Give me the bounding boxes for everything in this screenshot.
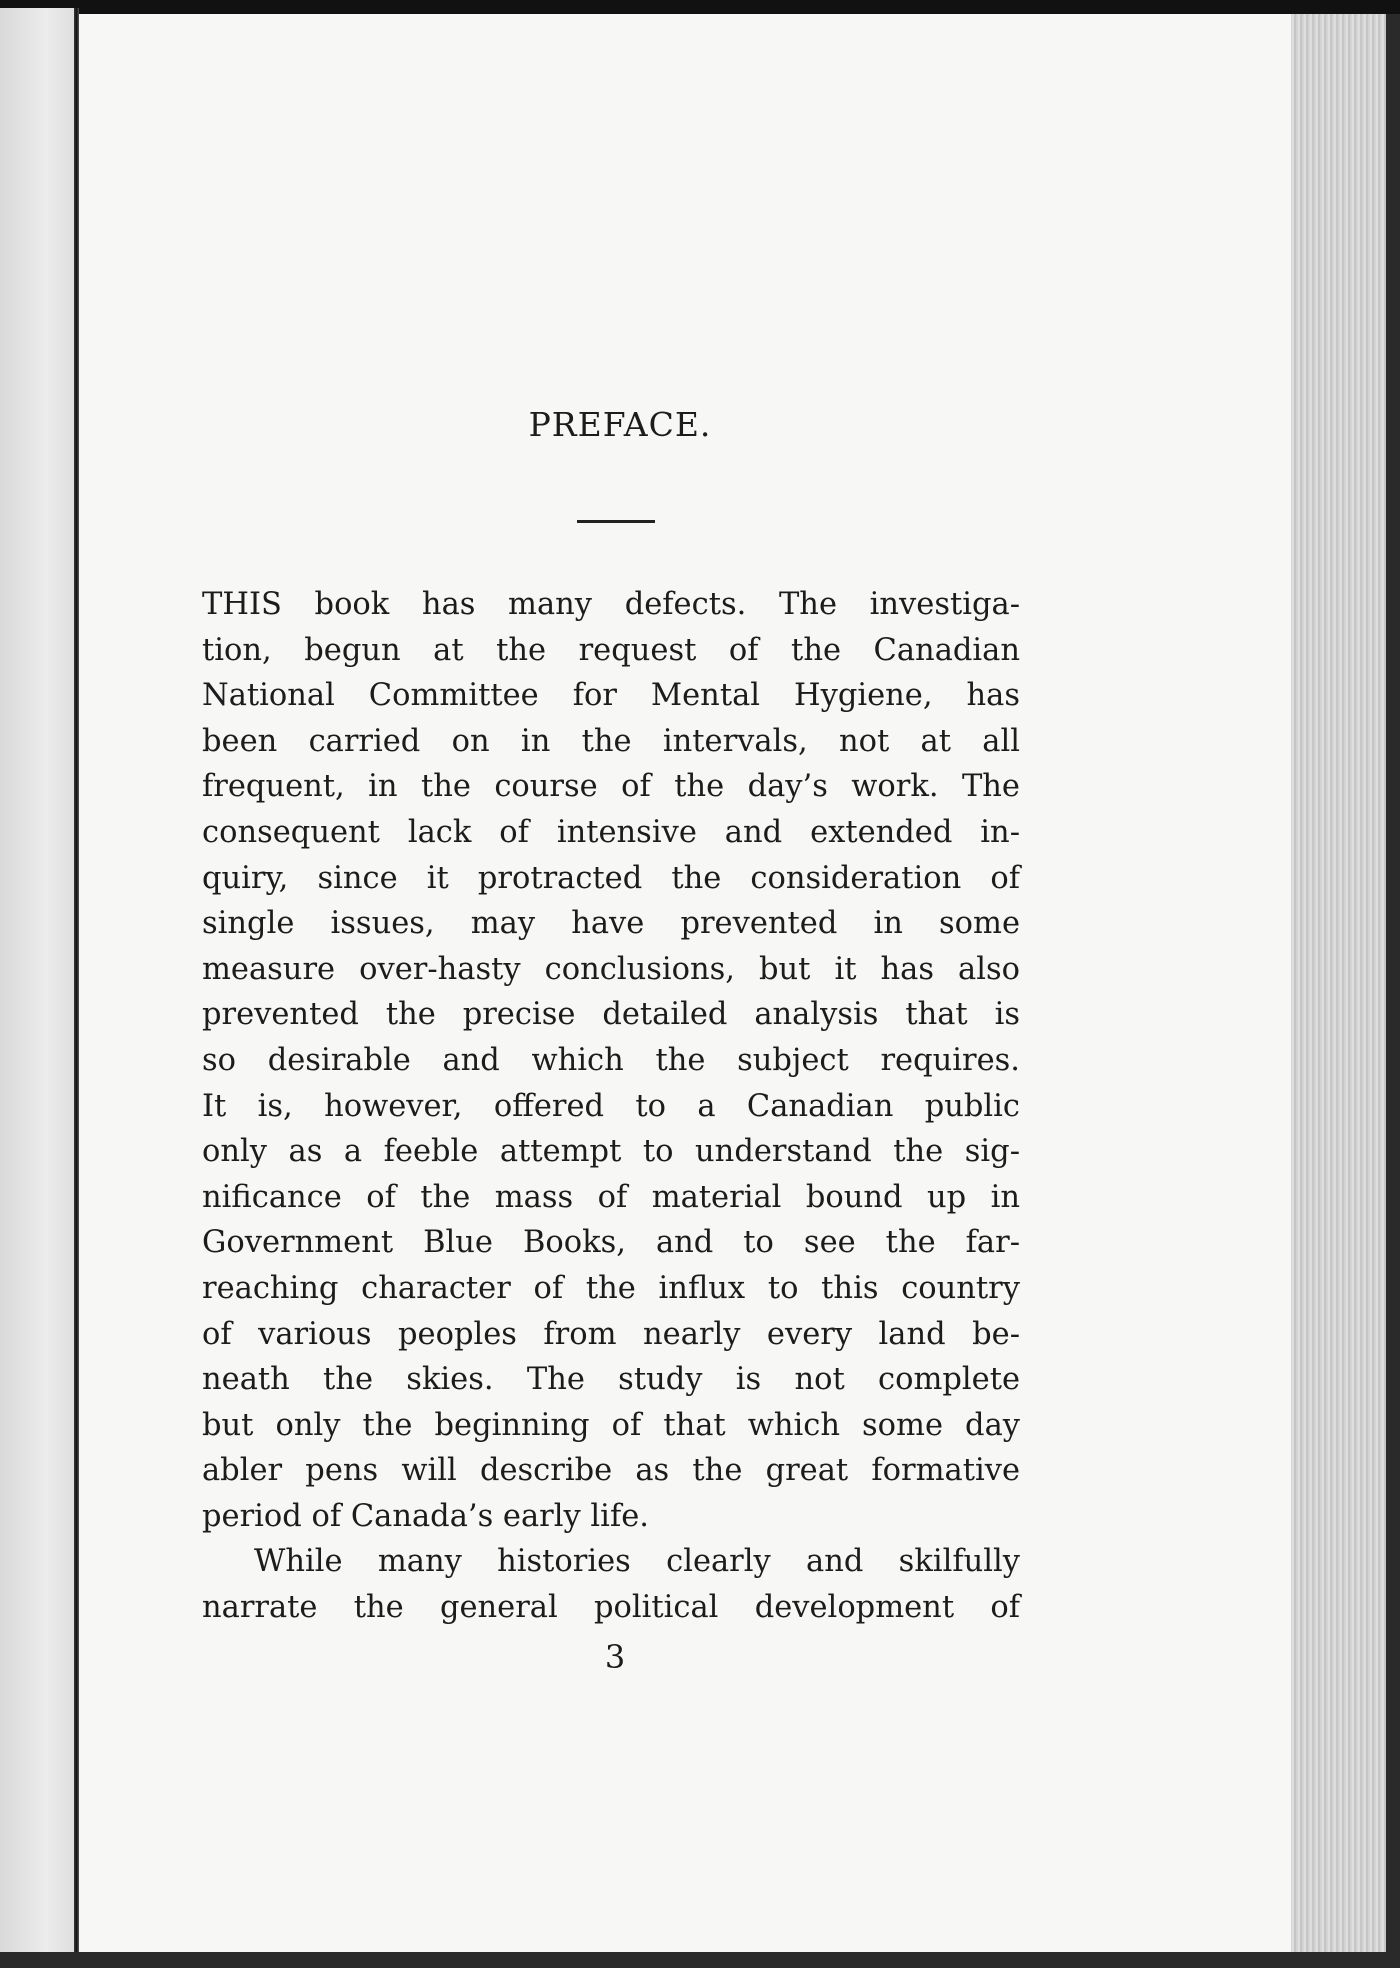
page-title: PREFACE. [528, 405, 712, 444]
text-line: It is, however, offered to a Canadian public [202, 1088, 1020, 1124]
text-line: Government Blue Books, and to see the far- [202, 1225, 1020, 1261]
text-line: neath the skies. The study is not complete [202, 1362, 1020, 1398]
text-line: National Committee for Mental Hygiene, has [202, 678, 1020, 714]
text-line: but only the beginning of that which some day [202, 1407, 1020, 1443]
text-line: tion, begun at the request of the Canadian [202, 632, 1020, 668]
text-line: measure over-hasty conclusions, but it has also [202, 951, 1020, 987]
text-line: only as a feeble attempt to understand the sig- [202, 1134, 1020, 1170]
facing-page-edge [0, 8, 78, 1960]
text-line: so desirable and which the subject requires. [202, 1042, 1020, 1078]
text-line: single issues, may have prevented in some [202, 906, 1020, 942]
text-line: quiry, since it protracted the consideration of [202, 860, 1020, 896]
text-line: period of Canada’s early life. [202, 1498, 649, 1534]
text-line: nificance of the mass of material bound up in [202, 1179, 1020, 1215]
bottom-edge [0, 1952, 1400, 1968]
text-line: reaching character of the influx to this country [202, 1270, 1020, 1306]
text-line: frequent, in the course of the day’s work. The [202, 769, 1020, 805]
page-edges [1291, 14, 1400, 1960]
text-line: consequent lack of intensive and extended in- [202, 814, 1020, 850]
page-number: 3 [604, 1638, 626, 1676]
title-rule [577, 520, 655, 523]
text-line: abler pens will describe as the great formative [202, 1453, 1020, 1489]
text-line: THIS book has many defects. The investiga- [202, 587, 1020, 622]
text-line: prevented the precise detailed analysis that is [202, 997, 1020, 1033]
body-text [202, 582, 1020, 1631]
text-line: narrate the general political development of [202, 1590, 1020, 1626]
text-line: of various peoples from nearly every land be- [202, 1316, 1020, 1352]
text-line: While many histories clearly and skilfully [254, 1544, 1020, 1580]
text-line: been carried on in the intervals, not at all [202, 723, 1020, 759]
